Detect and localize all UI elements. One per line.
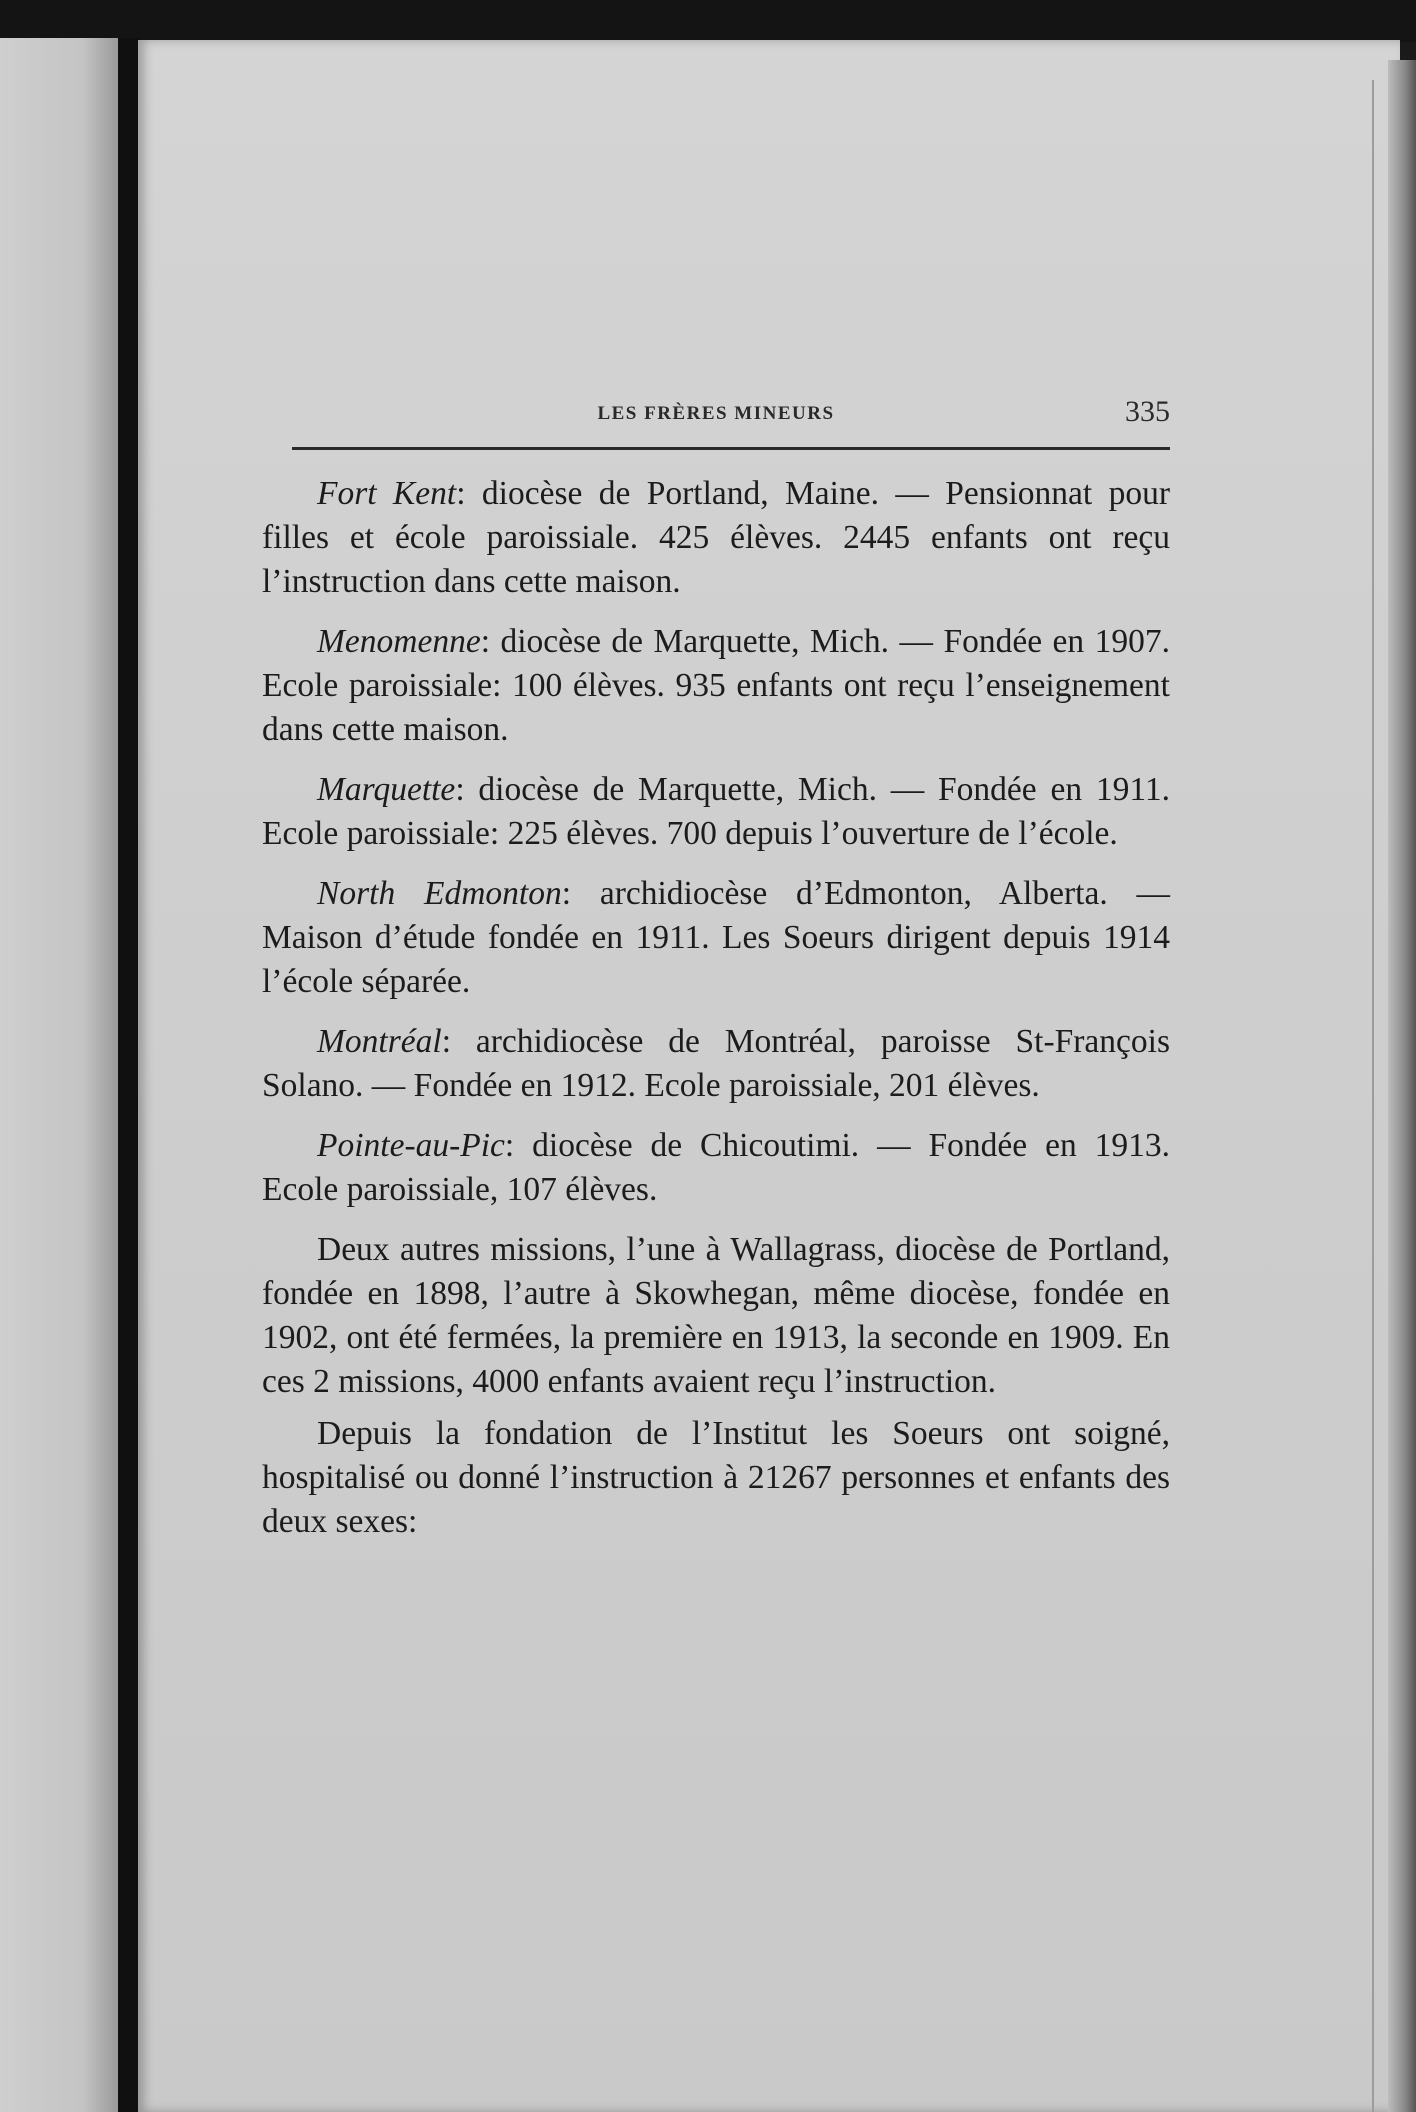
entry-text: : diocèse de Portland, Maine. — Pensionnat pour filles et école paroissiale. 425 élèves. 2445 enfants ont reçu l’instruction dans cette maison. (262, 475, 1171, 600)
header-rule (292, 447, 1170, 450)
place-name: Pointe-au-Pic (317, 1127, 505, 1164)
page-edge-line (1372, 80, 1374, 2112)
running-title: LES FRÈRES MINEURS (597, 403, 835, 424)
page-content (262, 395, 1170, 1552)
place-name: Menomenne (317, 623, 481, 660)
scan-top-border (0, 0, 1416, 42)
facing-page-edge (0, 38, 118, 2112)
book-gutter (118, 38, 140, 2112)
entry-north-edmonton (262, 872, 1170, 1004)
entry-menomenne (262, 620, 1170, 752)
entry-text: : diocèse de Chicoutimi. — Fondée en 1913. Ecole paroissiale, 107 élèves. (262, 1127, 1170, 1208)
entry-pointe-au-pic (262, 1124, 1170, 1212)
entry-montreal (262, 1020, 1170, 1108)
place-name: North Edmonton (317, 875, 562, 912)
page-stack-edge (1388, 60, 1416, 2112)
entry-fort-kent (262, 472, 1170, 604)
page-number: 335 (1125, 395, 1170, 428)
entry-text: : diocèse de Marquette, Mich. — Fondée en 1907. Ecole paroissiale: 100 élèves. 935 enfants ont reçu l’enseignement dans cette maison. (262, 623, 1170, 748)
summary-paragraph: Depuis la fondation de l’Institut les Soeurs ont soigné, hospitalisé ou donné l’instruction à 21267 personnes et enfants des deux sexes: (262, 1415, 1170, 1540)
page-header (262, 395, 1170, 439)
closed-missions-paragraph: Deux autres missions, l’une à Wallagrass, diocèse de Portland, fondée en 1898, l’autre à Skowhegan, même diocèse, fondée en 1902, ont été fermées, la première en 1913, la seconde en 1909. En ces 2 missions, 4000 enfants avaient reçu l’instruction. (262, 1231, 1170, 1400)
place-name: Marquette (317, 771, 456, 808)
entry-text: : diocèse de Marquette, Mich. — Fondée en 1911. Ecole paroissiale: 225 élèves. 700 depuis l’ouverture de l’école. (262, 771, 1170, 852)
entry-text: : archidiocèse de Montréal, paroisse St-François Solano. — Fondée en 1912. Ecole paroissiale, 201 élèves. (262, 1023, 1170, 1104)
entry-text: : archidiocèse d’Edmonton, Alberta. — Maison d’étude fondée en 1911. Les Soeurs dirigent depuis 1914 l’école séparée. (262, 875, 1171, 1000)
entry-marquette (262, 768, 1170, 856)
place-name: Fort Kent (317, 475, 457, 512)
place-name: Montréal (317, 1023, 442, 1060)
